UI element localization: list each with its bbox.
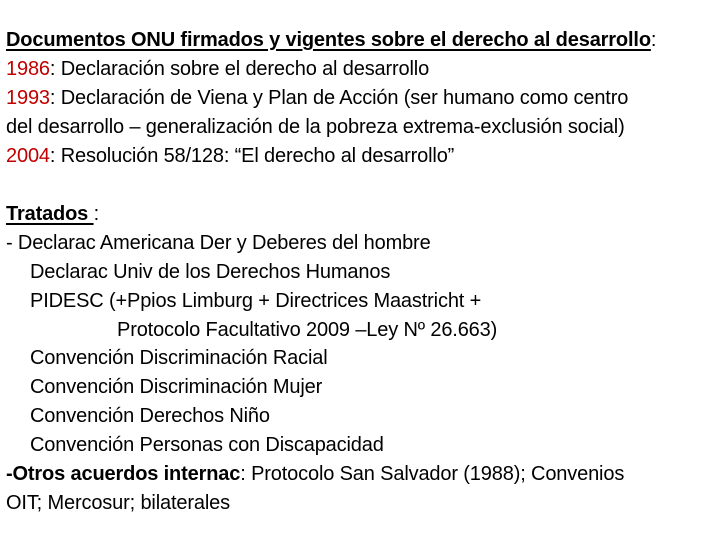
documentos-heading-line	[6, 26, 656, 55]
tratados-heading: Tratados	[6, 203, 94, 225]
tratado-item: Convención Discriminación Racial	[30, 347, 328, 369]
documentos-heading-colon: :	[650, 29, 657, 51]
tratados-heading-line	[6, 200, 99, 229]
tratado-item: Convención Derechos Niño	[30, 405, 270, 427]
documento-year: 2004	[6, 145, 50, 167]
documento-item-1986	[6, 55, 429, 84]
documento-text: : Declaración de Viena y Plan de Acción (ser humano como centro	[49, 87, 629, 109]
documentos-heading: Documentos ONU firmados y vigentes sobre el derecho al desarrollo	[6, 29, 651, 51]
otros-acuerdos-label: -Otros acuerdos internac	[6, 463, 241, 485]
documento-year: 1986	[6, 58, 50, 80]
documento-year: 1993	[6, 87, 50, 109]
documento-text: : Resolución 58/128: “El derecho al desarrollo”	[49, 145, 455, 167]
tratado-item: Convención Personas con Discapacidad	[30, 434, 384, 456]
otros-acuerdos-text: : Protocolo San Salvador (1988); Convenios	[240, 463, 625, 485]
documento-text: del desarrollo – generalización de la pobreza extrema-exclusión social)	[6, 116, 625, 138]
tratado-item-continuation: Protocolo Facultativo 2009 –Ley Nº 26.663)	[117, 319, 498, 341]
tratado-item: - Declarac Americana Der y Deberes del hombre	[6, 232, 431, 254]
tratado-item: PIDESC (+Ppios Limburg + Directrices Maastricht +	[30, 290, 482, 312]
otros-acuerdos-line	[6, 460, 624, 489]
tratados-heading-colon: :	[93, 203, 99, 225]
documento-item-1993-continuation	[6, 113, 625, 142]
tratado-item: Convención Discriminación Mujer	[30, 376, 323, 398]
documento-item-1993	[6, 84, 628, 113]
documento-text: : Declaración sobre el derecho al desarrollo	[49, 58, 430, 80]
tratado-item: Declarac Univ de los Derechos Humanos	[30, 261, 391, 283]
otros-acuerdos-continuation: OIT; Mercosur; bilaterales	[6, 492, 230, 514]
documento-item-2004	[6, 142, 454, 171]
